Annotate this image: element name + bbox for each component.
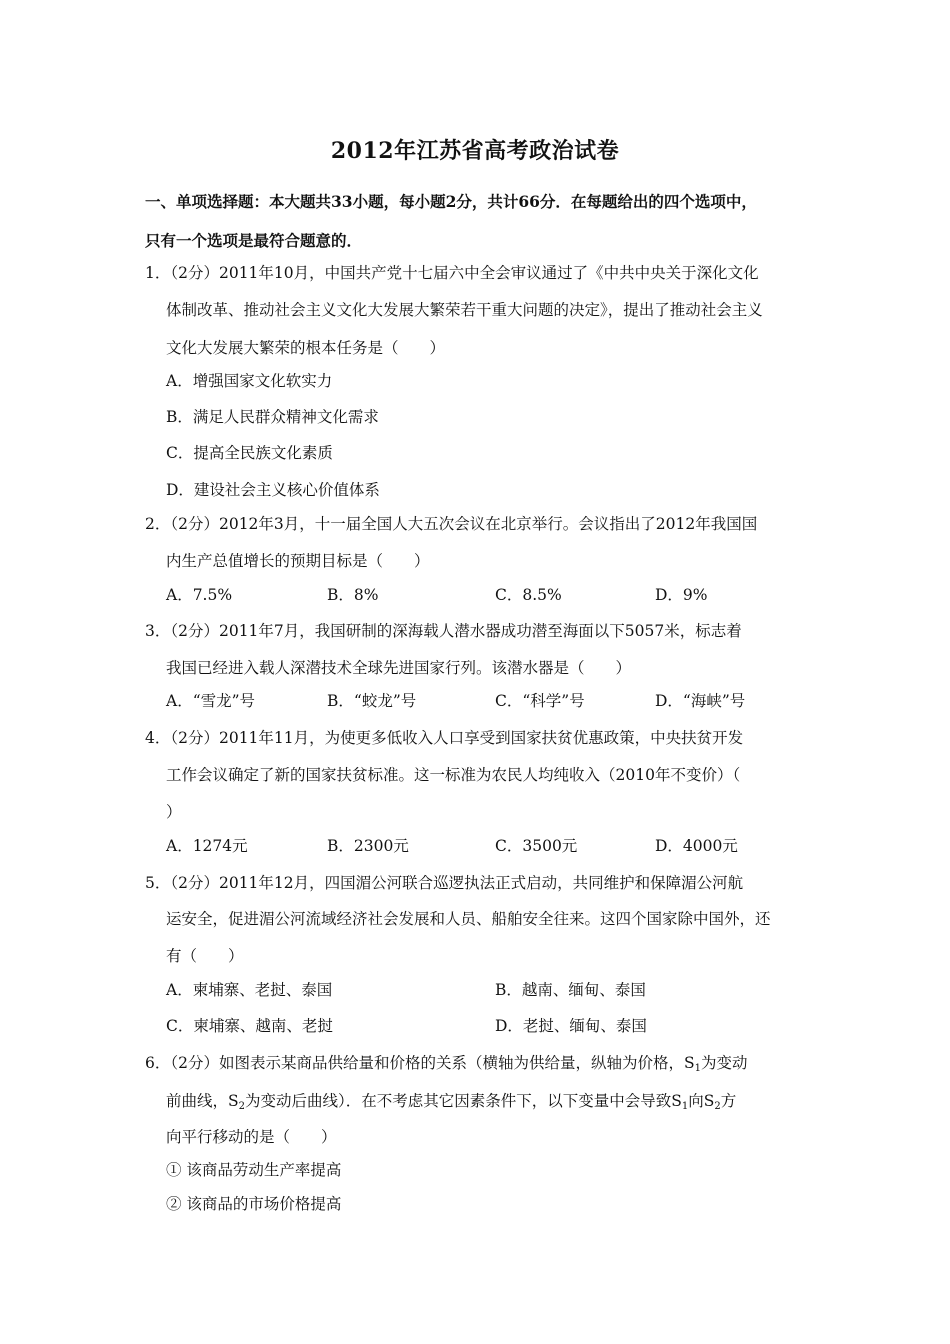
section-heading-line-1: 一、单项选择题：本大题共33小题，每小题2分，共计66分．在每题给出的四个选项中， [145,192,757,211]
question-1-option-a: A．增强国家文化软实力 [166,372,333,390]
question-5-option-d: D．老挝、缅甸、泰国 [495,1017,647,1035]
question-6-text: 6．（2分）如图表示某商品供给量和价格的关系（横轴为供给量，纵轴为价格，$S_1$为变动 [145,1054,748,1074]
question-6-text: 向平行移动的是（ ） [166,1128,337,1146]
question-4-option-a: A．1274元 [166,837,248,855]
question-4-option-b: B．2300元 [327,837,409,855]
question-6-item-2: ② 该商品的市场价格提高 [166,1195,342,1213]
question-4-text: 4．（2分）2011年11月，为使更多低收入人口享受到国家扶贫优惠政策，中央扶贫开发 [145,729,744,747]
question-2-option-a: A．7.5% [166,586,233,604]
question-5-option-a: A．柬埔寨、老挝、泰国 [166,981,333,999]
page-title: 2012年江苏省高考政治试卷 [330,138,620,164]
question-4-text: 工作会议确定了新的国家扶贫标准。这一标准为农民人均纯收入（2010年不变价）（ [166,766,741,784]
question-3-text: 我国已经进入载人深潜技术全球先进国家行列。该潜水器是（ ） [166,659,632,677]
question-3-option-b: B．“蛟龙”号 [327,692,417,710]
question-3-option-c: C．“科学”号 [495,692,585,710]
question-2-option-d: D．9% [655,586,708,604]
question-1-option-b: B．满足人民群众精神文化需求 [166,408,379,426]
question-4-option-c: C．3500元 [495,837,578,855]
question-2-text: 2．（2分）2012年3月，十一届全国人大五次会议在北京举行。会议指出了2012年我国国 [145,515,758,533]
question-3-text: 3．（2分）2011年7月，我国研制的深海载人潜水器成功潜至海面以下5057米，标志着 [145,622,742,640]
question-2-option-b: B．8% [327,586,379,604]
question-2-option-c: C．8.5% [495,586,562,604]
question-3-option-a: A．“雪龙”号 [166,692,256,710]
section-heading-line-2: 只有一个选项是最符合题意的． [145,231,363,250]
question-1-text: 体制改革、推动社会主义文化大发展大繁荣若干重大问题的决定》，提出了推动社会主义 [166,301,763,319]
question-5-text: 有（ ） [166,947,244,965]
question-2-text: 内生产总值增长的预期目标是（ ） [166,552,430,570]
question-1-option-d: D．建设社会主义核心价值体系 [166,481,380,499]
question-5-text: 运安全，促进湄公河流域经济社会发展和人员、船舶安全往来。这四个国家除中国外，还 [166,910,771,928]
question-1-text: 文化大发展大繁荣的根本任务是（ ） [166,339,446,357]
question-1-option-c: C．提高全民族文化素质 [166,444,333,462]
question-6-item-1: ① 该商品劳动生产率提高 [166,1161,342,1179]
question-1-text: 1．（2分）2011年10月，中国共产党十七届六中全会审议通过了《中共中央关于深化文化 [145,264,759,282]
question-5-text: 5．（2分）2011年12月，四国湄公河联合巡逻执法正式启动，共同维护和保障湄公河航 [145,874,744,892]
question-3-option-d: D．“海峡”号 [655,692,746,710]
question-4-option-d: D．4000元 [655,837,738,855]
question-4-text: ） [166,803,182,821]
question-5-option-b: B．越南、缅甸、泰国 [495,981,646,999]
question-5-option-c: C．柬埔寨、越南、老挝 [166,1017,333,1035]
question-6-text: 前曲线，$S_2$为变动后曲线）．在不考虑其它因素条件下，以下变量中会导致$S_1$向$S_2$方 [166,1092,737,1112]
